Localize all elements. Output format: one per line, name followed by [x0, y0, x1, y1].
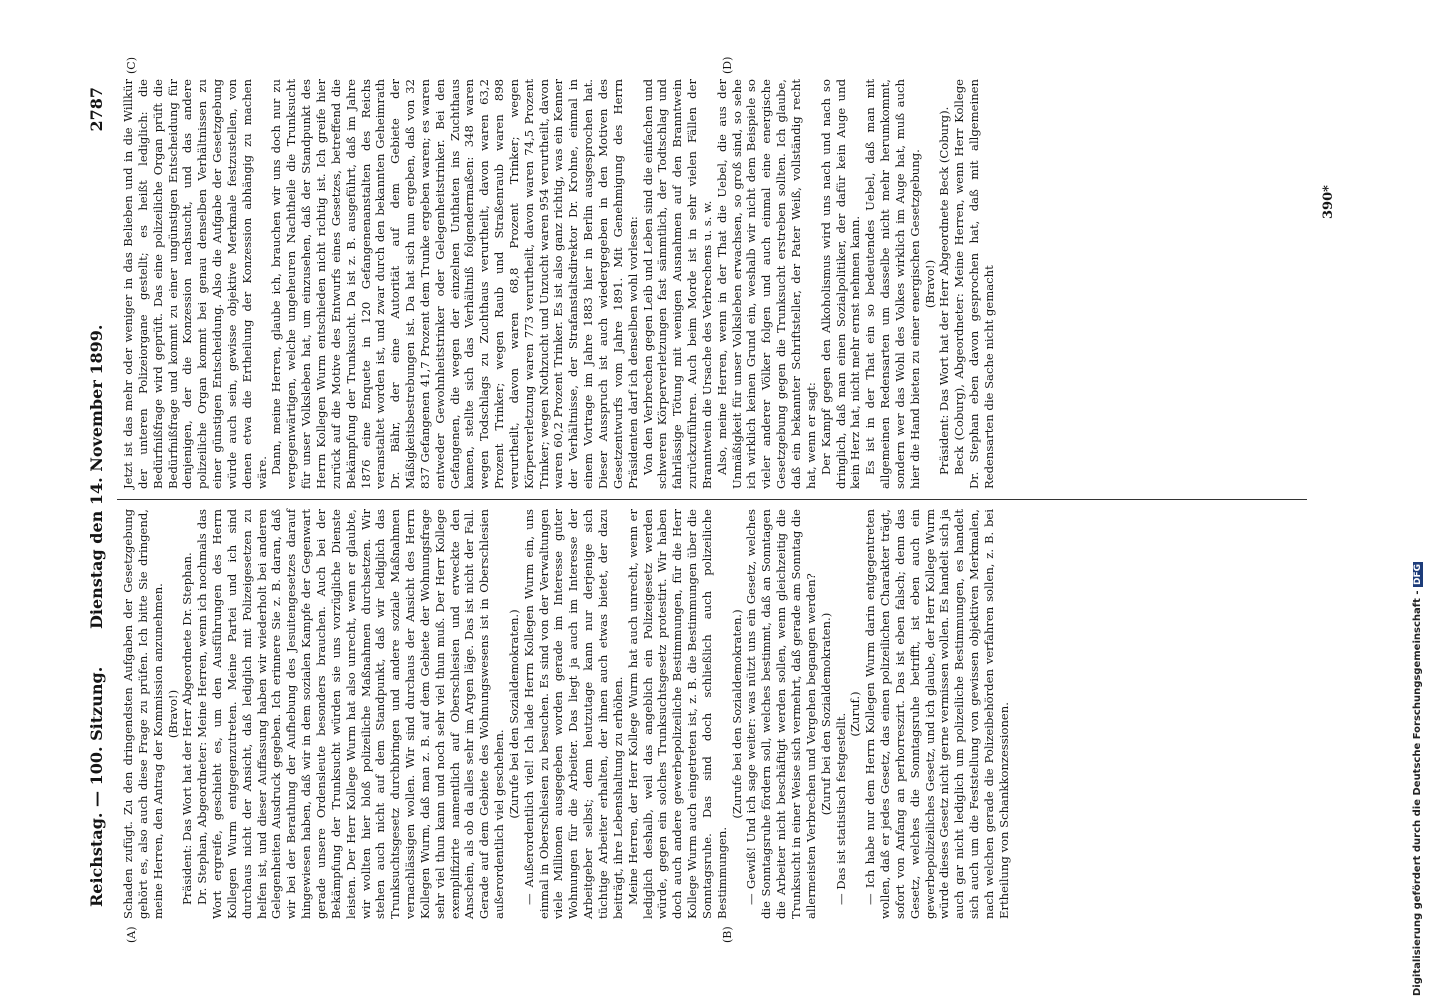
interjection: (Bravo!) [165, 689, 180, 739]
margin-marker-b: (B) [721, 926, 734, 943]
column-divider [117, 499, 1307, 500]
page-header [81, 79, 115, 919]
speech-paragraph: Meine Herren, der Herr Kollege Wurm hat auch unrecht, wenn er lediglich deshalb, weil das angeblich ein Polizeigesetz werden würde, gegen ein solches Trunksuchtsgesetz protestirt. Wir haben doch auch andere gewerbepolizeiliche Bestimmungen, für die Herr Kollege Wurm auch eingetreten ist, z. B. die Bestimmungen über die Sonntagsruhe. Das sind doch schließlich auch polizeiliche Bestimmungen. [625, 509, 729, 919]
interjection: (Zurufe bei den Sozialdemokraten.) [506, 609, 521, 819]
page-number: 2787 [87, 87, 106, 132]
header-date: Dienstag den 14. November 1899. [87, 324, 106, 629]
dfg-logo: DFG [1413, 564, 1423, 586]
speech-paragraph: Es ist in der That ein so bedeutendes Uebel, daß man mit allgemeinen Redensarten um dasselbe nicht mehr herumkommt, sondern wer das Wohl des Volkes wirklich im Auge hat, muß auch hier die Hand bieten zu einer energischen Gesetzgebung. [863, 79, 922, 489]
quotation: Von den Verbrechen gegen Leib und Leben sind die einfachen und schweren Körperverletzungen fast sämmtlich, der Todtschlag und fahrlässige Tötung mit wenigen Ausnahmen auf den Branntwein zurückzuführen. Auch beim Morde ist in sehr vielen Fällen der Branntwein die Ursache des Verbrechens u. s. w. [640, 79, 714, 489]
speech-paragraph: Dann, meine Herren, glaube ich, brauchen wir uns doch nur zu vergegenwärtigen, welche ungeheuren Nachtheile die Trunksucht für unser Volksleben hat, um einzusehen, daß der Standpunkt des Herrn Kollegen Wurm entschieden nicht richtig ist. Ich greife hier zurück auf die Motive des Entwurfs eines Gesetzes, betreffend die Bekämpfung der Trunksucht. Da ist z. B. ausgeführt, daß im Jahre 1876 eine Enquete in 120 Gefangenenanstalten des Reichs veranstaltet worden ist, und zwar durch den bekannten Geheimrath Dr. Bähr, der eine Autorität auf dem Gebiete der Mäßigkeitsbestrebungen ist. Da hat sich nun ergeben, daß von 32 837 Gefangenen 41,7 Prozent dem Trunke ergeben waren; es waren entweder Gewohnheitstrinker oder Gelegenheitstrinker. Bei den Gefangenen, die wegen der einzelnen Unthaten ins Zuchthaus kamen, stellte sich das Verhältniß folgendermaßen: 348 waren wegen Todschlags zu Zuchthaus verurtheilt, davon waren 63,2 Prozent Trinker; wegen Raub und Straßenraub waren 898 verurtheilt, davon waren 68,8 Prozent Trinker; wegen Körperverletzung waren 773 verurtheilt, davon waren 74,5 Prozent Trinker; wegen Nothzucht und Unzucht waren 954 verurtheilt, davon waren 60,2 Prozent Trinker. Es ist also ganz richtig, was ein Kenner der Verhältnisse, der Strafanstaltsdirektor Dr. Krohne, einmal in einem Vortrage im Jahre 1883 hier in Berlin ausgesprochen hat. Dieser Ausspruch ist auch wiedergegeben in den Motiven des Gesetzentwurfs vom Jahre 1891. Mit Genehmigung des Herrn Präsidenten darf ich denselben wohl vorlesen: [269, 79, 640, 489]
speaker-paragraph: Präsident: Das Wort hat der Herr Abgeordnete Beck (Coburg). [937, 106, 952, 475]
paragraph: Schaden zufügt. Zu den dringendsten Aufgaben der Gesetzgebung gehört es, also auch diese Frage zu prüfen. Ich bitte Sie dringend, meine Herren, den Antrag der Kommission anzunehmen. [121, 509, 165, 919]
margin-marker-c-right: (C) [125, 57, 138, 74]
interjection: (Zurufe bei den Sozialdemokraten.) [729, 609, 744, 819]
signature-mark: 390* [1321, 185, 1336, 219]
left-column [121, 509, 1012, 919]
interjection: (Zuruf.) [848, 691, 863, 737]
speech-paragraph: Dr. Stephan, Abgeordneter: Meine Herren, wenn ich nochmals das Wort ergreife, geschieht es, um den Ausführungen des Herrn Kollegen Wurm entgegenzutreten. Meine Partei und ich sind durchaus nicht der Ansicht, daß lediglich mit Polizeigesetzen zu helfen ist, und dieser Auffassung haben wir wiederholt bei anderen Gelegenheiten Ausdruck gegeben. Ich erinnere Sie z. B. daran, daß wir bei der Berathung der Aufhebung des Jesuitengesetzes darauf hingewiesen haben, daß wir in dem sozialen Kampfe der Gegenwart gerade unsere Ordensleute besonders brauchen. Auch bei der Bekämpfung der Trunksucht würden sie uns vorzügliche Dienste leisten. Der Herr Kollege Wurm hat also unrecht, wenn er glaubte, wir wollten hier bloß polizeiliche Maßnahmen durchsetzen. Wir stehen auch nicht auf dem Standpunkt, daß wir lediglich das Trunksuchtsgesetz durchbringen und andere soziale Maßnahmen vernachlässigen wollen. Wir sind durchaus der Ansicht des Herrn Kollegen Wurm, daß man z. B. auf dem Gebiete der Wohnungsfrage sehr viel thun kann und noch sehr viel thun muß. Der Herr Kollege exemplifizirte namentlich auf Oberschlesien und erweckte den Anschein, als ob da alles sehr im Argen läge. Das ist nicht der Fall. Gerade auf dem Gebiete des Wohnungswesens ist in Oberschlesien außerordentlich viel geschehen. [195, 509, 507, 919]
digitization-credit: Digitalisierung gefördert durch die Deutsche Forschungsgemeinschaft - [1412, 587, 1423, 996]
quotation: Der Kampf gegen den Alkoholismus wird uns nach und nach so dringlich, daß man einen Sozialpolitiker, der dafür kein Auge und kein Herz hat, nicht mehr ernst nehmen kann. [818, 79, 863, 489]
speech-paragraph: — Ich habe nur dem Herrn Kollegen Wurm darin entgegentreten wollen, daß er jedes Gesetz, das einen polizeilichen Charakter trägt, sofort von Anfang an perhorreszirt. Das ist eben falsch; denn das Gesetz, welches die Sonntagsruhe betrifft, ist eben auch ein gewerbepolizeiliches Gesetz, und ich glaube, der Herr Kollege Wurm würde dieses Gesetz nicht gerne vermissen wollen. Es handelt sich ja auch gar nicht lediglich um polizeiliche Bestimmungen, es handelt sich auch um die Feststellung von gewissen objektiven Merkmalen, nach welchen gerade die Polizeibehörden verfahren sollen, z. B. bei Ertheilung von Schankkonzessionen. [863, 509, 1011, 919]
speech-paragraph: — Außerordentlich viel! Ich lade Herrn Kollegen Wurm ein, uns einmal in Oberschlesien zu besuchen. Es sind von der Verwaltungen viele Millionen ausgegeben worden gerade im Interesse guter Wohnungen für die Arbeiter. Das liegt ja auch im Interesse der Arbeitgeber selbst; denn heutzutage kann nur derjenige sich tüchtige Arbeiter erhalten, der ihnen auch etwas bietet, der dazu beiträgt, ihre Lebenshaltung zu erhöhen. [521, 509, 625, 919]
right-column [121, 79, 997, 489]
header-left: Reichstag. — 100. Sitzung. [87, 666, 106, 907]
speech-paragraph: Also, meine Herren, wenn in der That die Uebel, die aus der Unmäßigkeit für unser Volksleben erwachsen, so groß sind, so sehe ich wirklich keinen Grund ein, weshalb wir nicht dem Beispiele so vieler anderer Völker folgen und auch einmal eine energische Gesetzgebung gegen die Trunksucht erstreben sollten. Ich glaube, daß ein bekannter Schriftsteller, der Pater Weiß, vollständig recht hat, wenn er sagt: [714, 79, 818, 489]
paragraph: Jetzt ist das mehr oder weniger in das Belieben und in die Willkür der unteren Polizeiorgane gestellt; es heißt lediglich: die Bedürfnißfrage wird geprüft. Das eine polizeiliche Organ prüft die Bedürfnißfrage und kommt zu einer ungünstigen Entscheidung für denjenigen, der die Konzession nachsucht, und das andere polizeiliche Organ kommt bei genau denselben Verhältnissen zu einer günstigen Entscheidung. Also die Aufgabe der Gesetzgebung würde auch sein, gewisse objektive Merkmale festzustellen, von denen etwa die Ertheilung der Konzession abhängig zu machen wäre. [121, 79, 269, 489]
speaker-paragraph: Präsident: Das Wort hat der Herr Abgeordnete Dr. Stephan. [180, 552, 195, 905]
interjection: (Zuruf bei den Sozialdemokraten.) [818, 612, 833, 816]
margin-marker-d: (D) [721, 56, 734, 74]
speech-paragraph: — Gewiß! Und ich sage weiter: was nützt uns ein Gesetz, welches die Sonntagsruhe fördern soll, welches bestimmt, daß an Sonntagen die Arbeiter nicht beschäftigt werden sollen, wenn gleichzeitig die Trunksucht in einer Weise sich vermehrt, daß gerade am Sonntag die allermeisten Verbrechen und Vergehen begangen werden? [744, 509, 818, 919]
interjection: (Bravo!) [922, 259, 937, 309]
rotated-page [81, 56, 1369, 943]
speech-paragraph: — Das ist statistisch festgestellt. [833, 712, 848, 905]
digitization-note [1410, 6, 1430, 996]
speech-paragraph: Beck (Coburg), Abgeordneter: Meine Herren, wenn Herr Kollege Dr. Stephan eben davon gesprochen hat, daß mit allgemeinen Redensarten die Sache nicht gemacht [952, 79, 996, 489]
margin-marker-a: (A) [125, 926, 138, 943]
digitization-text [1412, 562, 1423, 996]
